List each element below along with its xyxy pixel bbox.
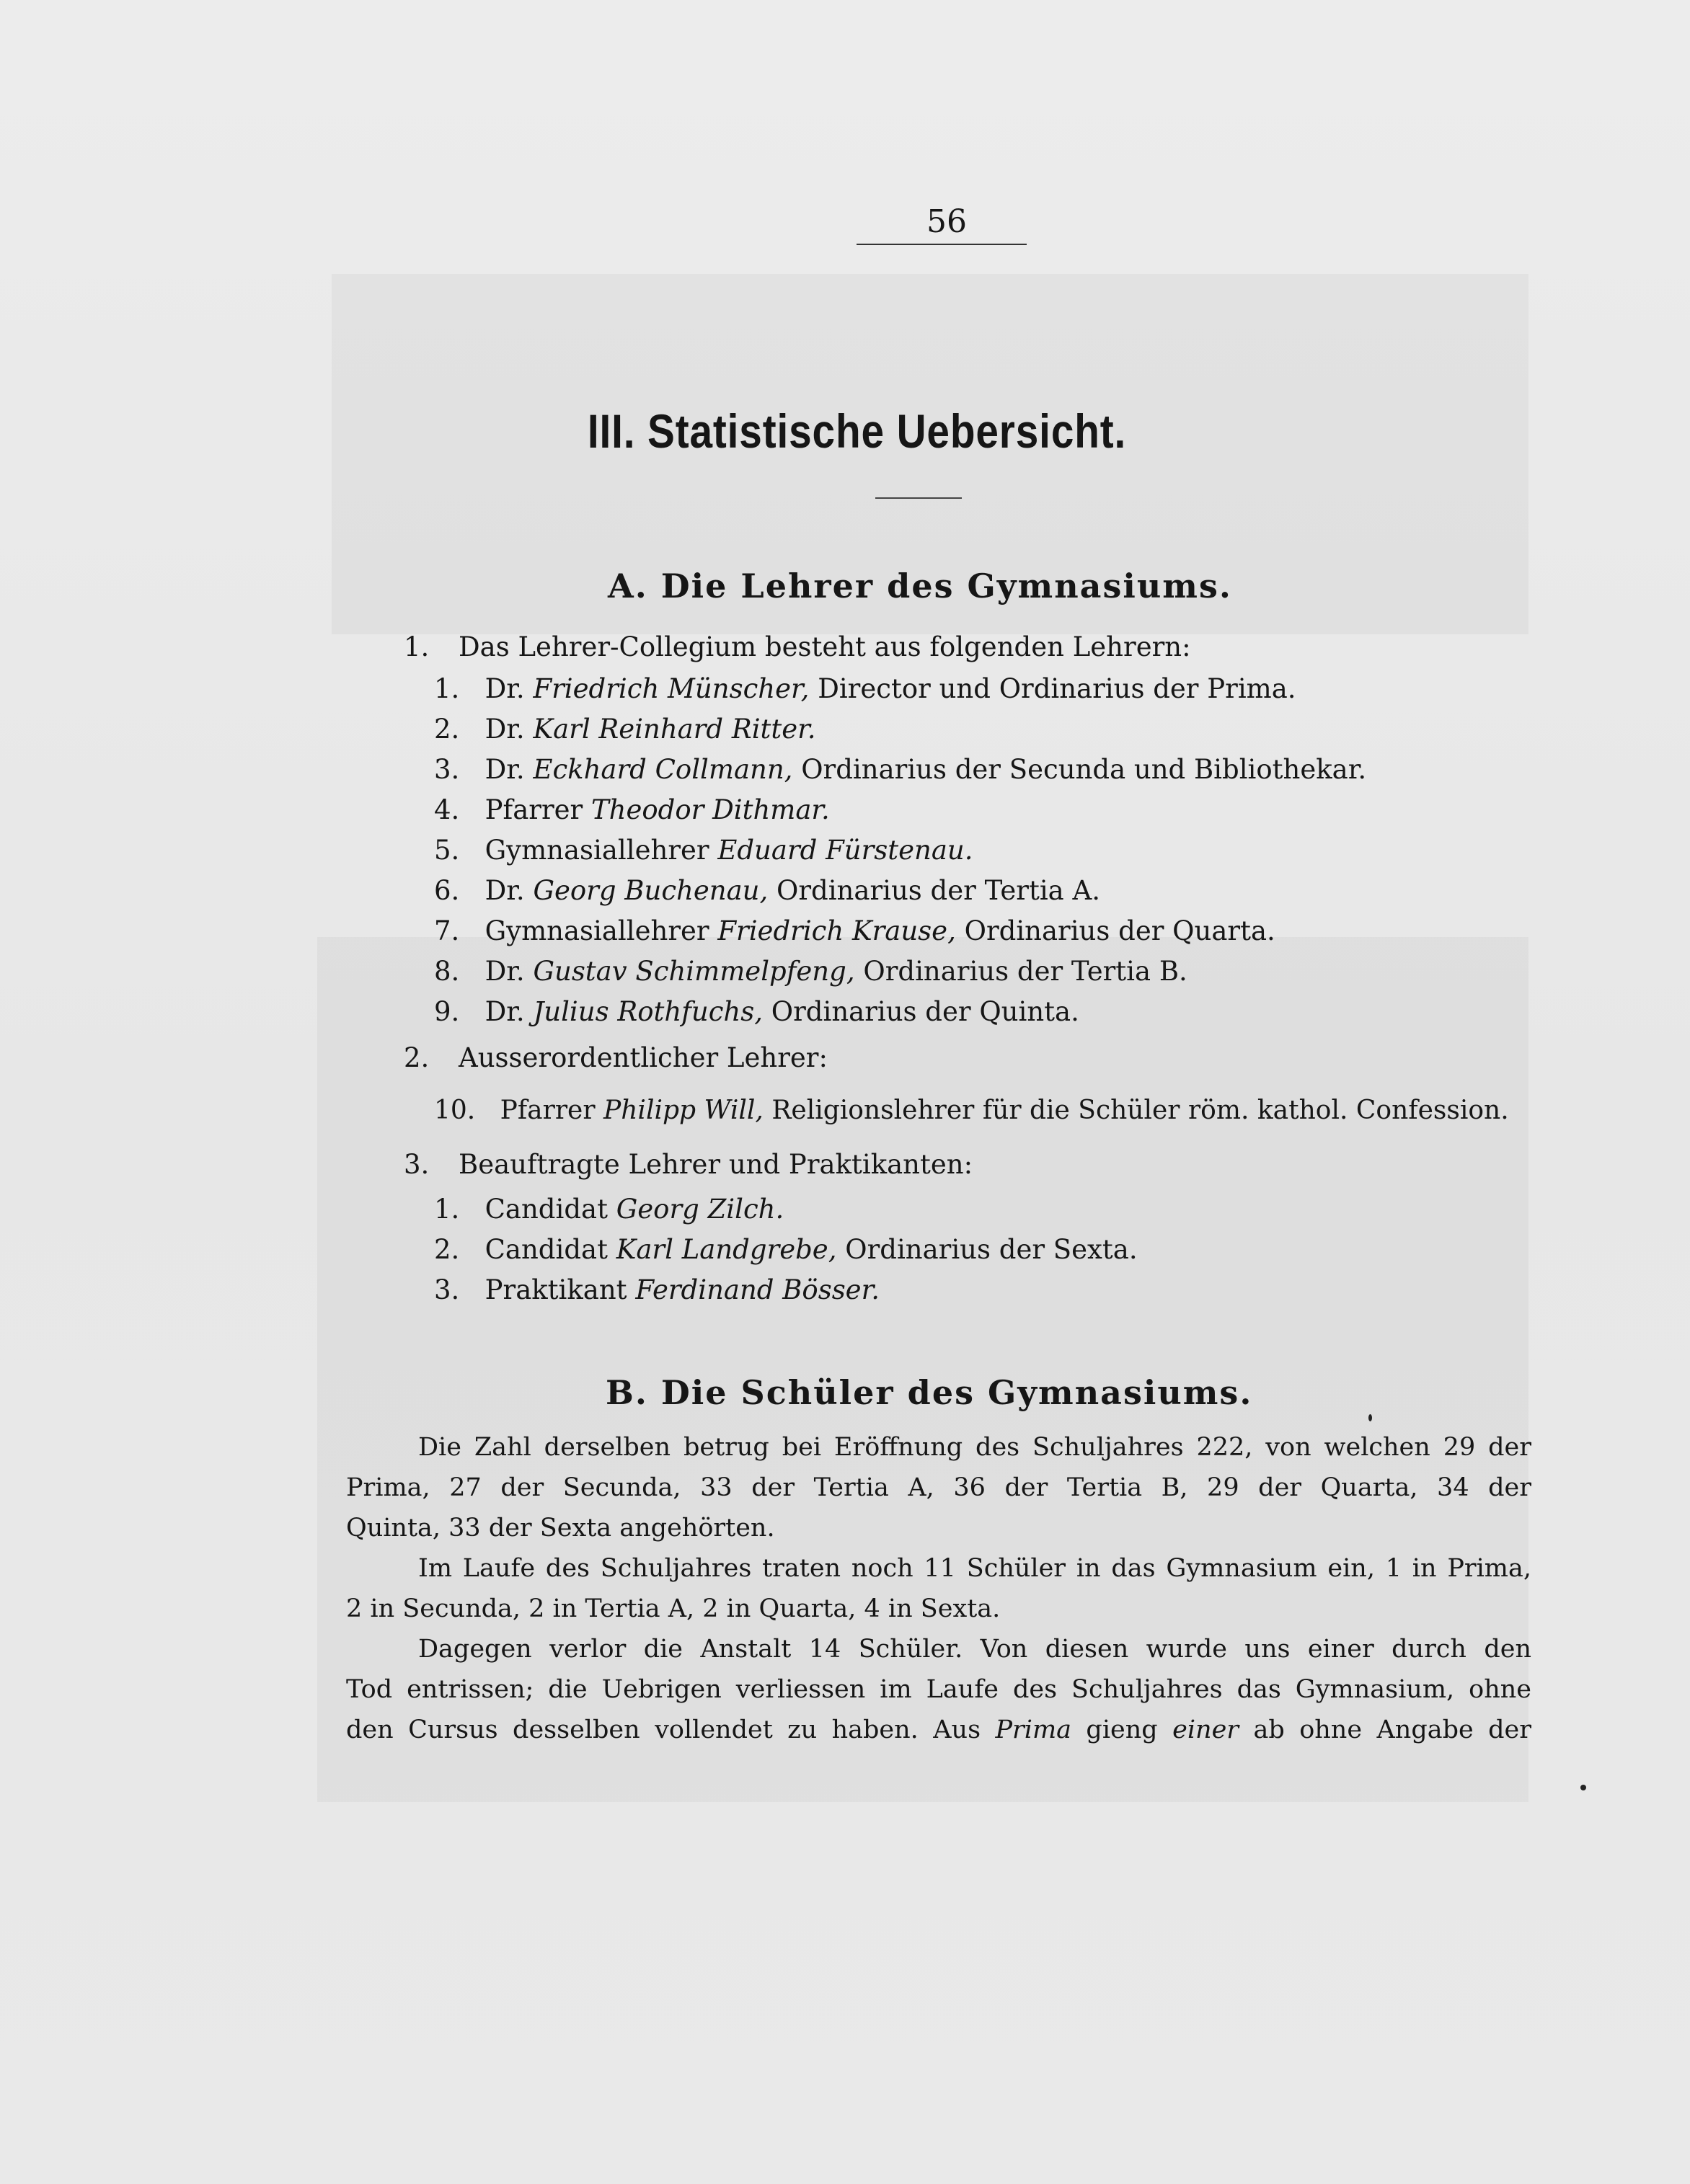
item-number: 6. xyxy=(434,875,460,906)
item-number: 9. xyxy=(434,996,460,1027)
item-number: 8. xyxy=(434,956,460,987)
list-item xyxy=(434,1274,880,1305)
text-run: den Cursus desselben vollendet zu haben. Aus xyxy=(346,1715,996,1744)
item-number: 10. xyxy=(434,1096,476,1125)
group-1-label: Das Lehrer-Collegium besteht aus folgenden Lehrern: xyxy=(459,631,1191,662)
teacher-title: Pfarrer xyxy=(500,1096,596,1125)
item-number: 1. xyxy=(434,673,460,704)
teacher-name: Philipp Will, xyxy=(603,1096,764,1125)
teacher-title: Dr. xyxy=(485,714,525,745)
teacher-title: Candidat xyxy=(485,1194,608,1225)
list-item xyxy=(434,794,830,825)
list-item xyxy=(434,996,1079,1027)
text-run: gieng xyxy=(1071,1715,1173,1744)
section-a-heading: A. Die Lehrer des Gymnasiums. xyxy=(608,567,1232,605)
teacher-name: Karl Landgrebe, xyxy=(616,1234,837,1265)
teacher-name: Eduard Fürstenau. xyxy=(717,835,973,866)
teacher-title: Pfarrer xyxy=(485,794,583,825)
paragraph-line: 2 in Secunda, 2 in Tertia A, 2 in Quarta, 4 in Sexta. xyxy=(346,1594,1001,1623)
list-item xyxy=(434,754,1366,785)
title-rule xyxy=(875,497,962,499)
text-run-italic: einer xyxy=(1172,1715,1239,1744)
teacher-name: Karl Reinhard Ritter. xyxy=(533,714,816,745)
teacher-role: Ordinarius der Sexta. xyxy=(845,1234,1138,1265)
paragraph-line: Tod entrissen; die Uebrigen verliessen im Laufe des Schuljahres das Gymnasium, ohne xyxy=(346,1675,1531,1704)
item-number: 1. xyxy=(434,1194,460,1225)
teacher-title: Dr. xyxy=(485,754,525,785)
teacher-role: Ordinarius der Quinta. xyxy=(771,996,1079,1027)
item-number: 2. xyxy=(434,714,460,745)
teacher-title: Dr. xyxy=(485,673,525,704)
list-item xyxy=(434,714,816,745)
list-item xyxy=(434,835,973,866)
page-title: III. Statistische Uebersicht. xyxy=(587,404,1127,458)
teacher-role: Religionslehrer für die Schüler röm. kathol. Confession. xyxy=(771,1096,1509,1125)
teacher-title: Dr. xyxy=(485,956,525,987)
teacher-name: Julius Rothfuchs, xyxy=(533,996,764,1027)
page-number: 56 xyxy=(926,203,967,240)
page-number-rule xyxy=(857,244,1027,245)
paragraph-line: Die Zahl derselben betrug bei Eröffnung des Schuljahres 222, von welchen 29 der xyxy=(418,1433,1531,1462)
teacher-role: Ordinarius der Secunda und Bibliothekar. xyxy=(801,754,1367,785)
teacher-title: Candidat xyxy=(485,1234,608,1265)
item-number: 4. xyxy=(434,794,460,825)
teacher-title: Praktikant xyxy=(485,1274,627,1305)
teacher-name: Theodor Dithmar. xyxy=(590,794,830,825)
text-run: ab ohne Angabe der xyxy=(1239,1715,1531,1744)
paragraph-line: Prima, 27 der Secunda, 33 der Tertia A, 36 der Tertia B, 29 der Quarta, 34 der xyxy=(346,1473,1531,1502)
paragraph-line: Quinta, 33 der Sexta angehörten. xyxy=(346,1514,775,1542)
list-item xyxy=(434,673,1296,704)
item-number: 5. xyxy=(434,835,460,866)
teacher-name: Georg Zilch. xyxy=(616,1194,784,1225)
list-item xyxy=(434,1194,784,1225)
teacher-title: Dr. xyxy=(485,875,525,906)
list-item xyxy=(434,956,1187,987)
item-number: 3. xyxy=(434,1274,460,1305)
teacher-role: Ordinarius der Tertia B. xyxy=(863,956,1187,987)
item-number: 7. xyxy=(434,915,460,946)
group-1-number: 1. xyxy=(404,631,430,662)
list-item xyxy=(434,1234,1138,1265)
group-3-number: 3. xyxy=(404,1149,430,1180)
list-item xyxy=(434,875,1100,906)
paragraph-line xyxy=(346,1715,1531,1744)
teacher-title: Gymnasiallehrer xyxy=(485,915,709,946)
text-run-italic: Prima xyxy=(995,1715,1071,1744)
item-number: 2. xyxy=(434,1234,460,1265)
paragraph-line: Dagegen verlor die Anstalt 14 Schüler. Von diesen wurde uns einer durch den xyxy=(418,1635,1531,1664)
section-b-heading: B. Die Schüler des Gymnasiums. xyxy=(606,1373,1253,1412)
list-item xyxy=(434,915,1275,946)
teacher-name: Friedrich Münscher, xyxy=(533,673,810,704)
item-number: 3. xyxy=(434,754,460,785)
list-item xyxy=(434,1096,1509,1125)
teacher-role: Director und Ordinarius der Prima. xyxy=(818,673,1296,704)
stray-mark xyxy=(1580,1785,1586,1790)
teacher-name: Georg Buchenau, xyxy=(533,875,769,906)
group-2-label: Ausserordentlicher Lehrer: xyxy=(459,1042,828,1073)
teacher-role: Ordinarius der Tertia A. xyxy=(777,875,1100,906)
teacher-title: Dr. xyxy=(485,996,525,1027)
teacher-title: Gymnasiallehrer xyxy=(485,835,709,866)
teacher-name: Eckhard Collmann, xyxy=(533,754,793,785)
paragraph-line: Im Laufe des Schuljahres traten noch 11 Schüler in das Gymnasium ein, 1 in Prima, xyxy=(418,1554,1531,1583)
teacher-role: Ordinarius der Quarta. xyxy=(964,915,1275,946)
teacher-name: Gustav Schimmelpfeng, xyxy=(533,956,855,987)
group-2-number: 2. xyxy=(404,1042,430,1073)
teacher-name: Friedrich Krause, xyxy=(717,915,956,946)
group-3-label: Beauftragte Lehrer und Praktikanten: xyxy=(459,1149,973,1180)
stray-mark xyxy=(1368,1414,1372,1421)
teacher-name: Ferdinand Bösser. xyxy=(635,1274,880,1305)
